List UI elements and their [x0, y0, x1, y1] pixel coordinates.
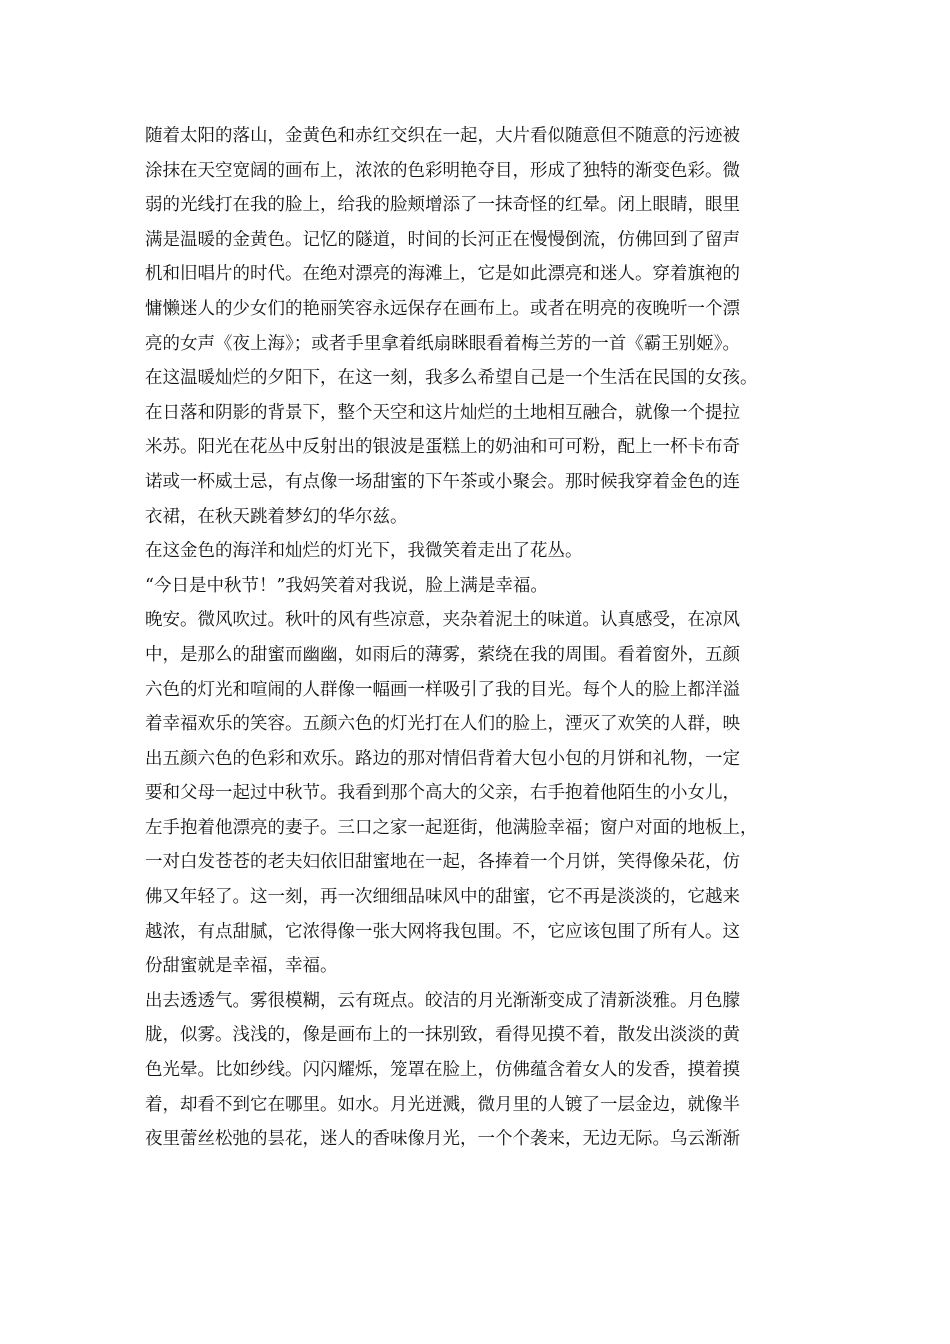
- text-line: 机和旧唱片的时代。在绝对漂亮的海滩上，它是如此漂亮和迷人。穿着旗袍的: [145, 264, 740, 285]
- text-line: 在日落和阴影的背景下，整个天空和这片灿烂的土地相互融合，就像一个提拉: [145, 402, 740, 423]
- text-line: 色光晕。比如纱线。闪闪耀烁，笼罩在脸上，仿佛蕴含着女人的发香，摸着摸: [145, 1060, 740, 1081]
- text-line: “今日是中秋节！”我妈笑着对我说，脸上满是幸福。: [145, 575, 548, 596]
- text-line: 弱的光线打在我的脸上，给我的脸颊增添了一抹奇怪的红晕。闭上眼睛，眼里: [145, 195, 740, 216]
- text-line: 夜里蕾丝松弛的昙花，迷人的香味像月光，一个个袭来，无边无际。乌云渐渐: [145, 1129, 740, 1150]
- text-line: 出去透透气。雾很模糊，云有斑点。皎洁的月光渐渐变成了清新淡雅。月色朦: [145, 990, 740, 1011]
- body-text: [145, 119, 815, 1157]
- text-line: 米苏。阳光在花丛中反射出的银波是蛋糕上的奶油和可可粉，配上一杯卡布奇: [145, 437, 740, 458]
- text-line: 慵懒迷人的少女们的艳丽笑容永远保存在画布上。或者在明亮的夜晚听一个漂: [145, 298, 740, 319]
- text-line: 诺或一杯威士忌，有点像一场甜蜜的下午茶或小聚会。那时候我穿着金色的连: [145, 471, 740, 492]
- text-line: 越浓，有点甜腻，它浓得像一张大网将我包围。不，它应该包围了所有人。这: [145, 921, 740, 942]
- text-line: 在这温暖灿烂的夕阳下，在这一刻，我多么希望自己是一个生活在民国的女孩。: [145, 368, 758, 389]
- text-line: 随着太阳的落山，金黄色和赤红交织在一起，大片看似随意但不随意的污迹被: [145, 126, 740, 146]
- text-line: 亮的女声《夜上海》；或者手里拿着纸扇眯眼看着梅兰芳的一首《霸王别姬》。: [145, 333, 740, 354]
- text-line: 佛又年轻了。这一刻，再一次细细品味风中的甜蜜，它不再是淡淡的，它越来: [145, 887, 740, 908]
- text-line: 一对白发苍苍的老夫妇依旧甜蜜地在一起，各捧着一个月饼，笑得像朵花，仿: [145, 852, 740, 873]
- text-line: 胧，似雾。浅浅的，像是画布上的一抹别致，看得见摸不着，散发出淡淡的黄: [145, 1025, 740, 1046]
- text-line: 中，是那么的甜蜜而幽幽，如雨后的薄雾，萦绕在我的周围。看着窗外，五颜: [145, 644, 740, 665]
- text-line: 份甜蜜就是幸福，幸福。: [145, 956, 338, 977]
- text-line: 着幸福欢乐的笑容。五颜六色的灯光打在人们的脸上，湮灭了欢笑的人群，映: [145, 714, 740, 735]
- text-line: 要和父母一起过中秋节。我看到那个高大的父亲，右手抱着他陌生的小女儿，: [145, 783, 740, 804]
- text-line: 涂抹在天空宽阔的画布上，浓浓的色彩明艳夺目，形成了独特的渐变色彩。微: [145, 160, 740, 181]
- text-line: 着，却看不到它在哪里。如水。月光迸溅，微月里的人镀了一层金边，就像半: [145, 1094, 740, 1115]
- text-line: 晚安。微风吹过。秋叶的风有些凉意，夹杂着泥土的味道。认真感受，在凉风: [145, 610, 740, 631]
- text-line: 衣裙，在秋天跳着梦幻的华尔兹。: [145, 506, 408, 527]
- text-line: 出五颜六色的色彩和欢乐。路边的那对情侣背着大包小包的月饼和礼物，一定: [145, 748, 740, 769]
- text-line: 左手抱着他漂亮的妻子。三口之家一起逛街，他满脸幸福；窗户对面的地板上，: [145, 817, 758, 838]
- text-line: 满是温暖的金黄色。记忆的隧道，时间的长河正在慢慢倒流，仿佛回到了留声: [145, 229, 740, 250]
- text-line: 在这金色的海洋和灿烂的灯光下，我微笑着走出了花丛。: [145, 541, 583, 562]
- text-line: 六色的灯光和喧闹的人群像一幅画一样吸引了我的目光。每个人的脸上都洋溢: [145, 679, 740, 700]
